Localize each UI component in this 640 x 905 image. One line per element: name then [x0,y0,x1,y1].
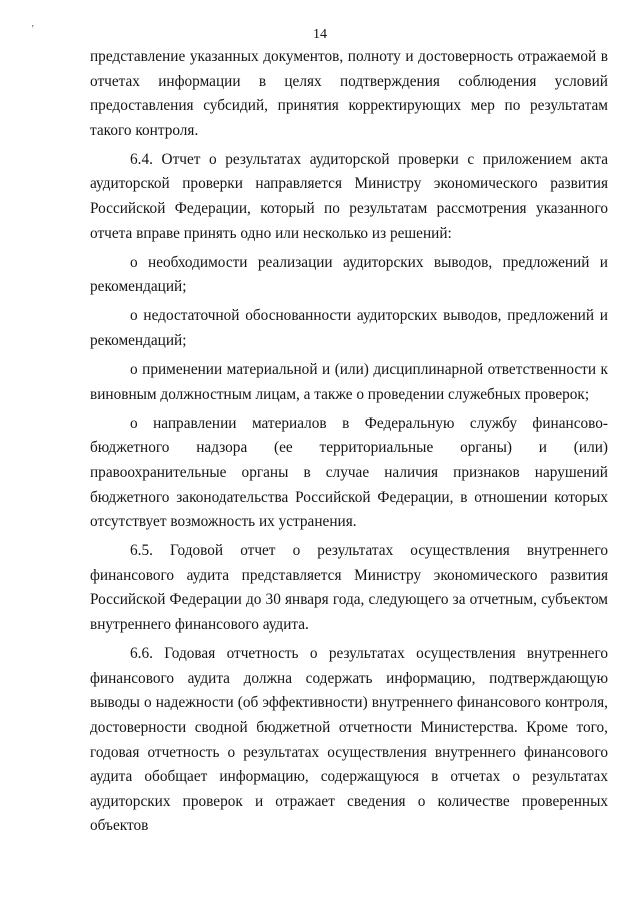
list-item-decision-3: о применении материальной и (или) дисциплинарной ответственности к виновным должностным лицам, а также о проведении служебных проверок; [90,361,608,403]
paragraph-6-6: 6.6. Годовая отчетность о результатах осуществления внутреннего финансового аудита должна содержать информацию, подтверждающую выводы о надежности (об эффективности) внутреннего финансового контроля, достоверности сводной бюджетной отчетности Министерства. Кроме того, годовая отчетность о результатах осуществления внутреннего финансового аудита обобщает информацию, содержащуюся в отчетах о результатах аудиторских проверок и отражает сведения о количестве проверенных объектов [90,645,608,835]
list-item-decision-1: о необходимости реализации аудиторских выводов, предложений и рекомендаций; [90,253,608,296]
document-body [90,45,608,839]
paragraph-6-5: 6.5. Годовой отчет о результатах осуществления внутреннего финансового аудита представляется Министру экономического развития Российской Федерации до 30 января года, следующего за отчетным, субъектом внутреннего финансового аудита. [90,542,608,634]
scan-mark: ’ [31,24,35,35]
page-number: 14 [313,27,327,42]
paragraph-6-4: 6.4. Отчет о результатах аудиторской проверки с приложением акта аудиторской проверки направляется Министру экономического развития Российской Федерации, который по результатам рассмотрения указанного отчета вправе принять одно или несколько из решений: [90,150,608,242]
list-item-decision-4: о направлении материалов в Федеральную службу финансово-бюджетного надзора (ее территориальные органы) и (или) правоохранительные органы в случае наличия признаков нарушений бюджетного законодательства Российской Федерации, в отношении которых отсутствует возможность их устранения. [90,414,608,531]
list-item-decision-2: о недостаточной обоснованности аудиторских выводов, предложений и рекомендаций; [90,307,608,350]
paragraph-continuation: представление указанных документов, полноту и достоверность отражаемой в отчетах информации в целях подтверждения соблюдения условий предоставления субсидий, принятия корректирующих мер по результатам такого контроля. [90,48,608,139]
